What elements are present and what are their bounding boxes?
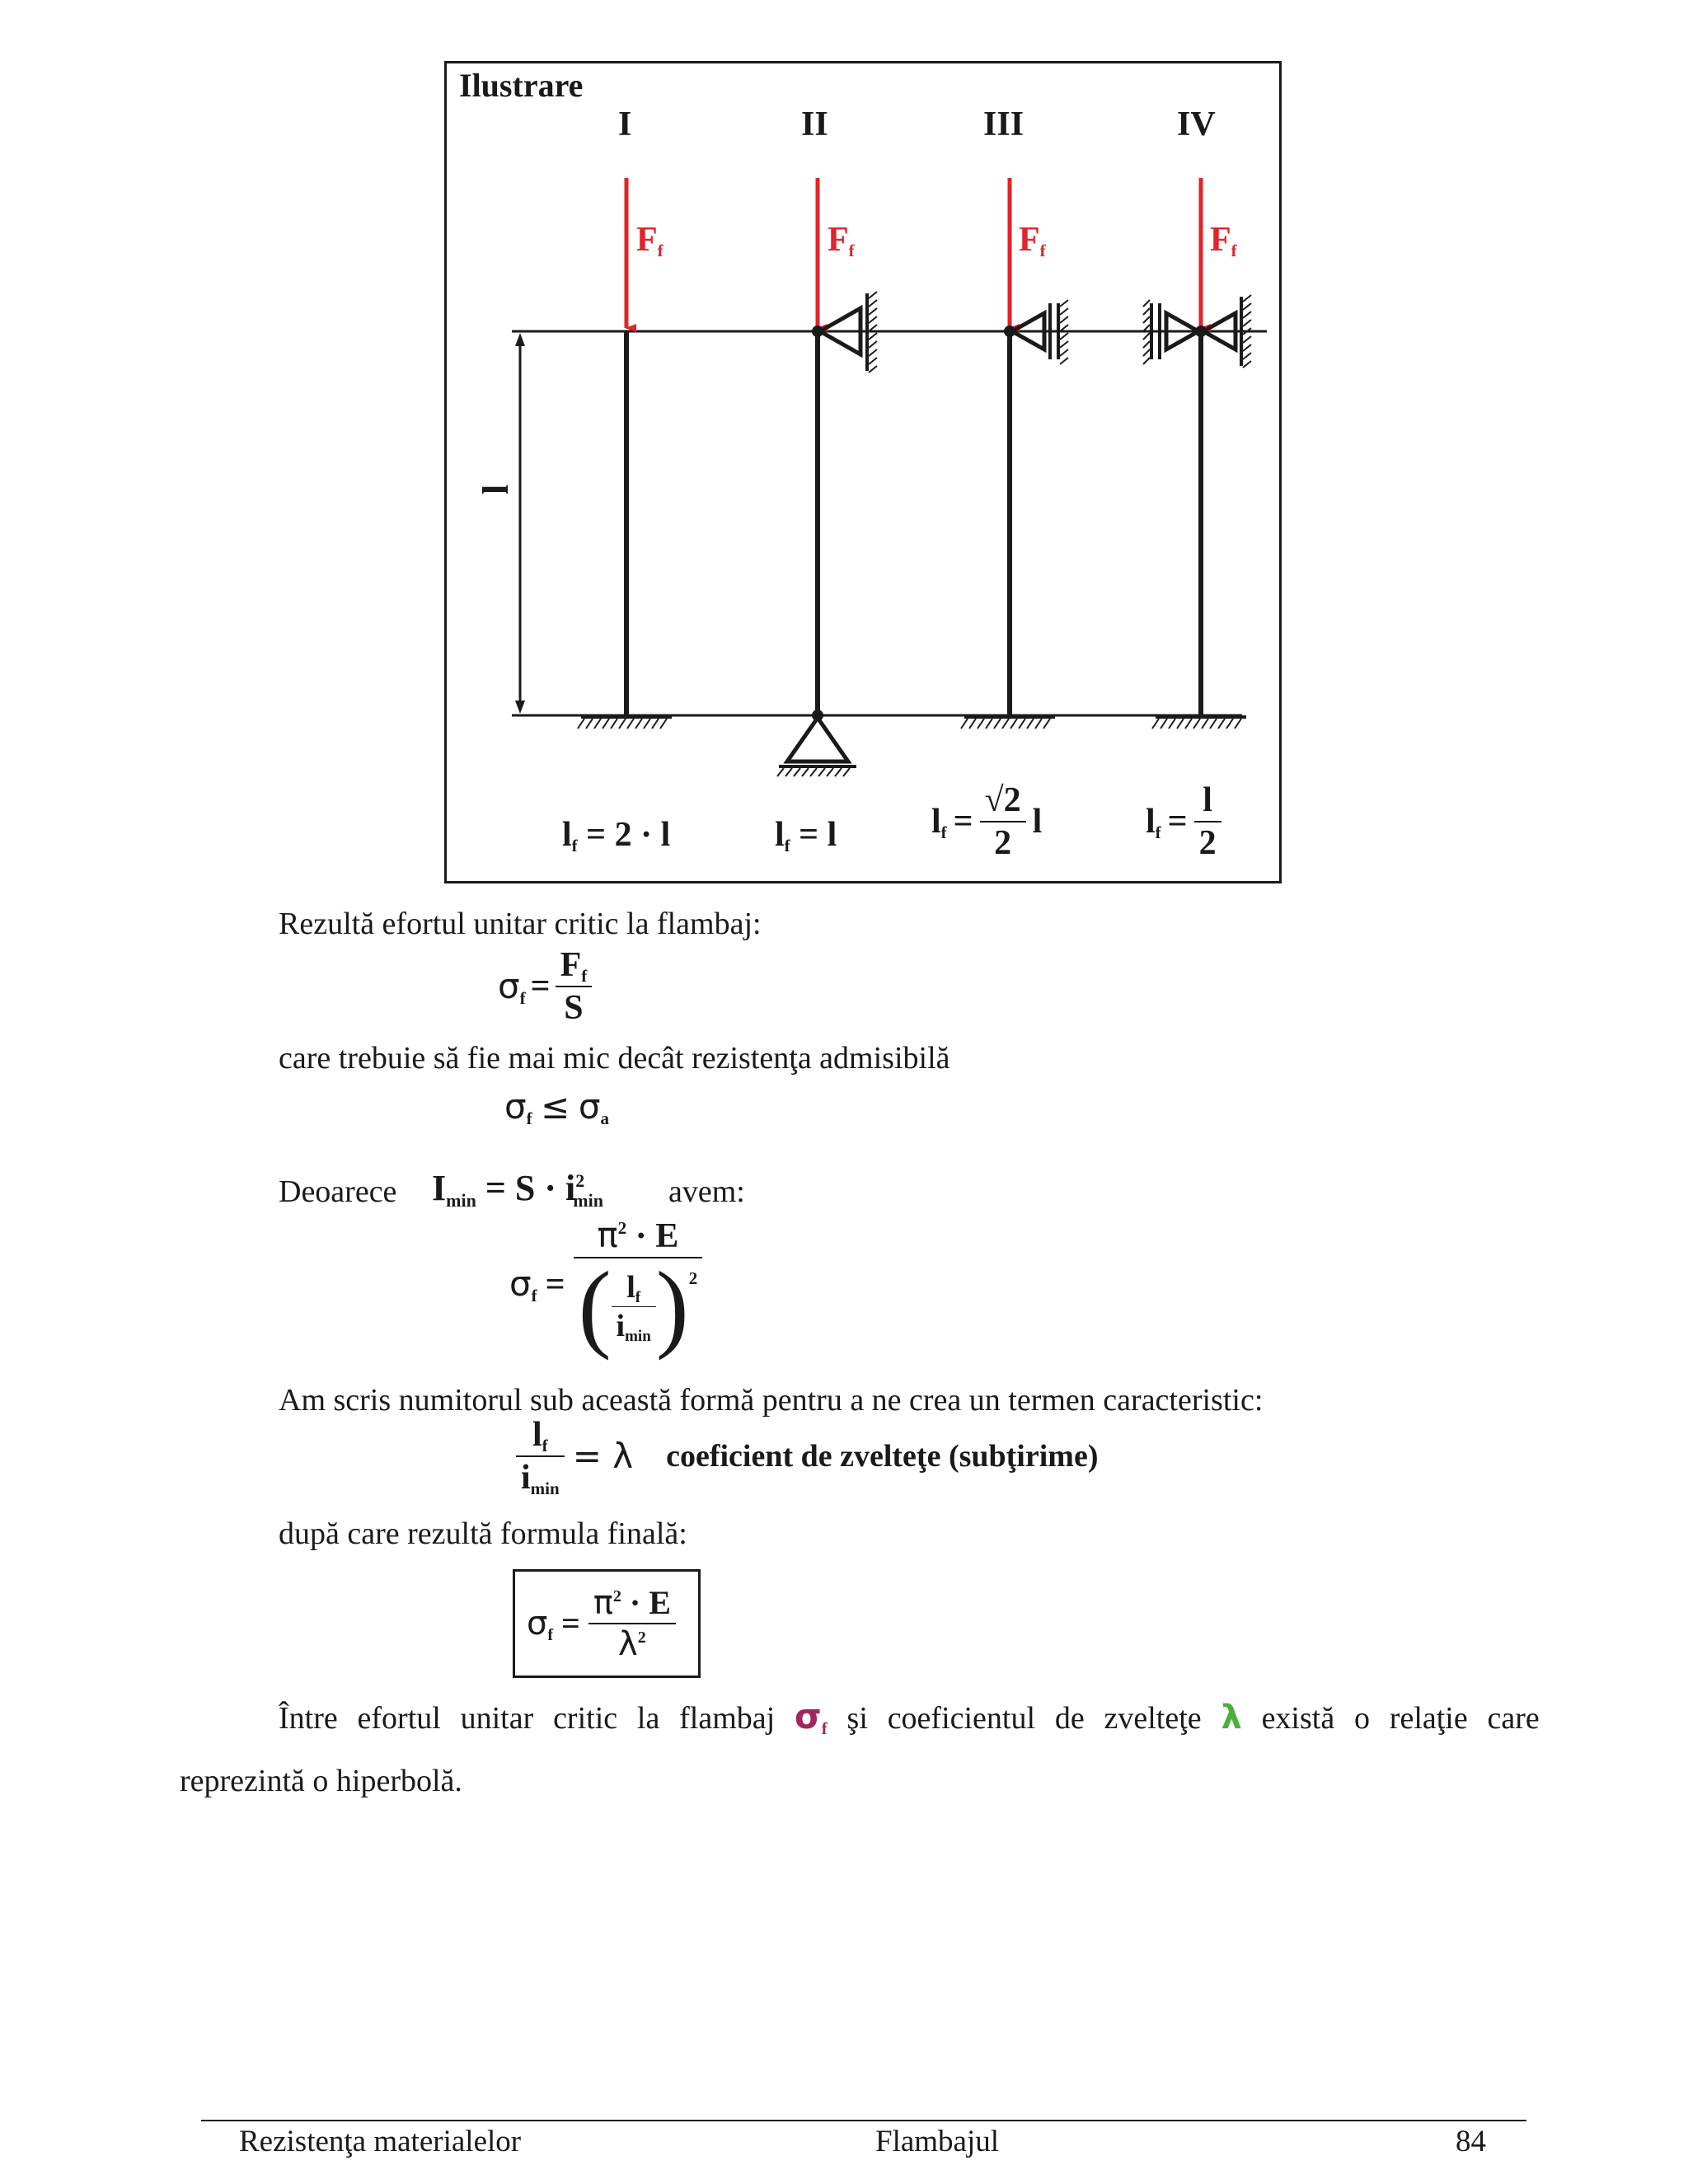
effective-length-III: lf = $\frac{√2}{2}$ l	[931, 781, 1043, 862]
equation-euler-imin: σf = $\pi^2 \cdot E$ ( $\frac{lf}{imin}$ ) 2	[509, 1218, 702, 1351]
footer-page-number: 84	[1456, 2125, 1486, 2158]
column-label-I: I	[618, 105, 632, 143]
equation-inequality: σf ≤ σa	[504, 1086, 609, 1129]
pin-support-II	[777, 710, 856, 776]
paragraph-critical-stress: Rezultă efortul unitar critic la flambaj:	[279, 907, 762, 941]
equation-final-boxed: σf = $\frac{\pi^2 \cdot E}{\lambda^2}$	[513, 1569, 701, 1678]
fixed-support-I	[578, 717, 672, 729]
fixed-support-IV	[1152, 717, 1246, 729]
footer-chapter-title: Flambajul	[875, 2125, 1000, 2158]
paragraph-avem: avem:	[668, 1174, 745, 1209]
column-label-IV: IV	[1177, 105, 1216, 143]
footer-book-title: Rezistenţa materialelor	[239, 2125, 522, 2158]
column-label-III: III	[983, 105, 1025, 143]
buckling-diagram	[444, 61, 1282, 883]
force-label-IV: Ff	[1210, 221, 1237, 261]
paragraph-deoarece: Deoarece	[279, 1174, 397, 1209]
force-label-II: Ff	[828, 221, 855, 261]
equation-slenderness: $\frac{lf}{imin}$ = λ coeficient de zvelteţe (subţirime)	[516, 1418, 1098, 1495]
effective-length-I: lf = 2 · l	[562, 816, 671, 856]
effective-length-IV: lf = $\frac{l}{2}$	[1146, 783, 1221, 860]
paragraph-admissible: care trebuie să fie mai mic decât rezistenţa admisibilă	[279, 1041, 950, 1076]
force-label-I: Ff	[636, 221, 663, 261]
length-dimension	[515, 333, 525, 714]
footer-rule	[201, 2120, 1526, 2121]
figure-title: Ilustrare	[459, 67, 584, 104]
force-label-III: Ff	[1019, 221, 1046, 261]
column-label-II: II	[801, 105, 828, 143]
equation-imin: $Imin = S \cdot i^2\min$	[432, 1168, 603, 1211]
double-roller-support-IV	[1143, 295, 1251, 368]
fixed-support-III	[961, 717, 1055, 729]
paragraph-hyperbola-line2: reprezintă o hiperbolă.	[180, 1764, 462, 1798]
equation-sigma-f: σf = $\frac{Ff}{S}$	[498, 948, 592, 1025]
paragraph-hyperbola-line1: Între efortul unitar critic la flambaj σf şi coeficientul de zvelteţe λ există o relaţie care	[279, 1696, 1540, 1739]
paragraph-numitor: Am scris numitorul sub această formă pentru a ne crea un termen caracteristic:	[279, 1383, 1264, 1418]
effective-length-II: lf = l	[775, 816, 837, 856]
paragraph-final-formula: după care rezultă formula finală:	[279, 1516, 687, 1551]
length-label: l	[476, 484, 516, 494]
